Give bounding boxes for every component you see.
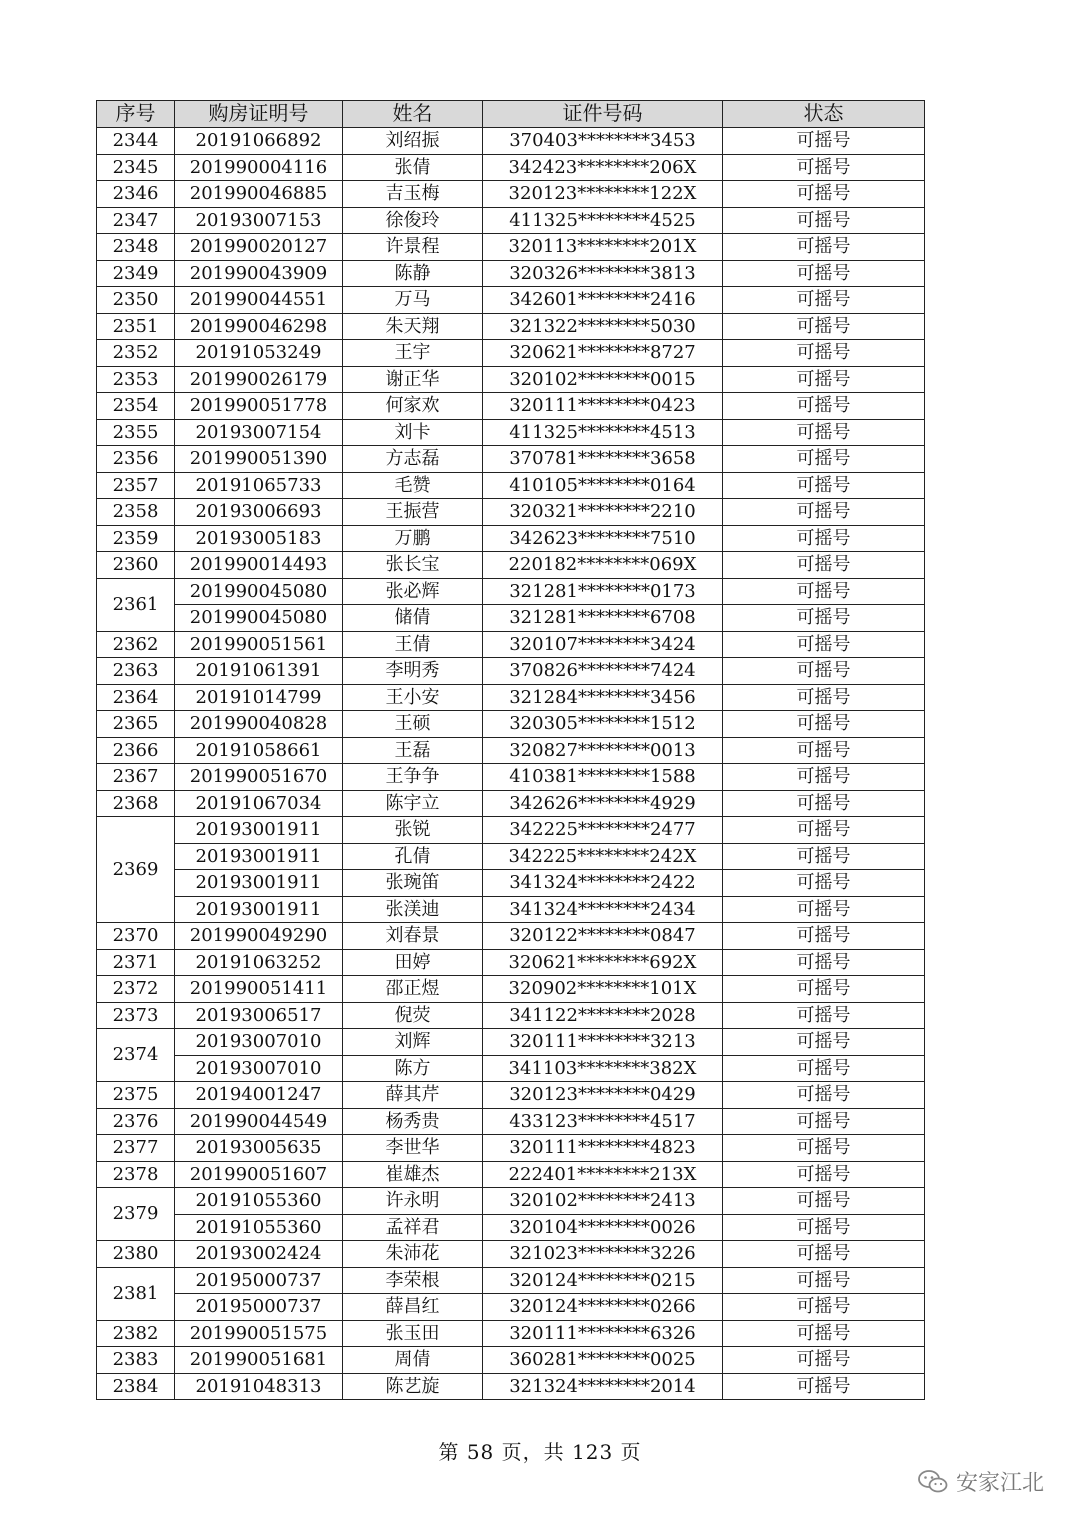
certificate-no-cell: 20193006517 <box>175 1002 343 1029</box>
table-row <box>97 817 925 844</box>
name-cell: 张渼迪 <box>343 896 483 923</box>
certificate-no-cell: 201990043909 <box>175 260 343 287</box>
certificate-no-cell: 20191055360 <box>175 1214 343 1241</box>
seq-cell: 2378 <box>97 1161 175 1188</box>
table-row <box>97 605 925 632</box>
name-cell: 王小安 <box>343 684 483 711</box>
certificate-no-cell: 20193001911 <box>175 896 343 923</box>
name-cell: 刘辉 <box>343 1029 483 1056</box>
certificate-no-cell: 201990051411 <box>175 976 343 1003</box>
table-row <box>97 737 925 764</box>
table-row <box>97 1373 925 1400</box>
table-row <box>97 366 925 393</box>
certificate-no-cell: 201990051561 <box>175 631 343 658</box>
certificate-no-cell: 20193005183 <box>175 525 343 552</box>
seq-cell: 2369 <box>97 817 175 923</box>
certificate-no-cell: 201990049290 <box>175 923 343 950</box>
name-cell: 刘卡 <box>343 419 483 446</box>
seq-cell: 2349 <box>97 260 175 287</box>
name-cell: 何家欢 <box>343 393 483 420</box>
certificate-no-cell: 20191055360 <box>175 1188 343 1215</box>
name-cell: 张琬笛 <box>343 870 483 897</box>
name-cell: 薛其芹 <box>343 1082 483 1109</box>
name-cell: 邵正煜 <box>343 976 483 1003</box>
certificate-no-cell: 201990051778 <box>175 393 343 420</box>
table-row <box>97 1029 925 1056</box>
status-cell: 可摇号 <box>723 446 925 473</box>
table-row <box>97 499 925 526</box>
table-row <box>97 181 925 208</box>
name-cell: 万马 <box>343 287 483 314</box>
id-number-cell: 320123********0429 <box>483 1082 723 1109</box>
seq-cell: 2370 <box>97 923 175 950</box>
certificate-no-cell: 20193001911 <box>175 870 343 897</box>
certificate-no-cell: 201990051607 <box>175 1161 343 1188</box>
header-status: 状态 <box>723 101 925 128</box>
name-cell: 徐俊玲 <box>343 207 483 234</box>
table-row <box>97 1055 925 1082</box>
certificate-no-cell: 201990051670 <box>175 764 343 791</box>
name-cell: 张长宝 <box>343 552 483 579</box>
id-number-cell: 320122********0847 <box>483 923 723 950</box>
seq-cell: 2346 <box>97 181 175 208</box>
seq-cell: 2372 <box>97 976 175 1003</box>
certificate-no-cell: 20191061391 <box>175 658 343 685</box>
table-row <box>97 154 925 181</box>
seq-cell: 2360 <box>97 552 175 579</box>
seq-cell: 2379 <box>97 1188 175 1241</box>
status-cell: 可摇号 <box>723 260 925 287</box>
status-cell: 可摇号 <box>723 419 925 446</box>
id-number-cell: 320104********0026 <box>483 1214 723 1241</box>
name-cell: 毛赞 <box>343 472 483 499</box>
header-id-number: 证件号码 <box>483 101 723 128</box>
status-cell: 可摇号 <box>723 631 925 658</box>
name-cell: 朱天翔 <box>343 313 483 340</box>
name-cell: 陈宇立 <box>343 790 483 817</box>
status-cell: 可摇号 <box>723 896 925 923</box>
seq-cell: 2375 <box>97 1082 175 1109</box>
id-number-cell: 370781********3658 <box>483 446 723 473</box>
name-cell: 储倩 <box>343 605 483 632</box>
table-row <box>97 1241 925 1268</box>
status-cell: 可摇号 <box>723 472 925 499</box>
name-cell: 张必辉 <box>343 578 483 605</box>
seq-cell: 2376 <box>97 1108 175 1135</box>
seq-cell: 2356 <box>97 446 175 473</box>
seq-cell: 2351 <box>97 313 175 340</box>
id-number-cell: 433123********4517 <box>483 1108 723 1135</box>
name-cell: 许永明 <box>343 1188 483 1215</box>
status-cell: 可摇号 <box>723 1188 925 1215</box>
certificate-no-cell: 20191066892 <box>175 128 343 155</box>
status-cell: 可摇号 <box>723 870 925 897</box>
name-cell: 周倩 <box>343 1347 483 1374</box>
id-number-cell: 342225********2477 <box>483 817 723 844</box>
table-row <box>97 1214 925 1241</box>
id-number-cell: 411325********4513 <box>483 419 723 446</box>
brand-watermark <box>918 1466 1044 1497</box>
status-cell: 可摇号 <box>723 1320 925 1347</box>
status-cell: 可摇号 <box>723 923 925 950</box>
certificate-no-cell: 201990026179 <box>175 366 343 393</box>
table-header-row <box>97 101 925 128</box>
table-row <box>97 790 925 817</box>
id-number-cell: 320326********3813 <box>483 260 723 287</box>
certificate-no-cell: 20191058661 <box>175 737 343 764</box>
table-row <box>97 1267 925 1294</box>
table-row <box>97 446 925 473</box>
id-number-cell: 341122********2028 <box>483 1002 723 1029</box>
table-row <box>97 896 925 923</box>
status-cell: 可摇号 <box>723 711 925 738</box>
status-cell: 可摇号 <box>723 764 925 791</box>
id-number-cell: 320621********692X <box>483 949 723 976</box>
seq-cell: 2359 <box>97 525 175 552</box>
seq-cell: 2363 <box>97 658 175 685</box>
name-cell: 张倩 <box>343 154 483 181</box>
id-number-cell: 222401********213X <box>483 1161 723 1188</box>
name-cell: 薛昌红 <box>343 1294 483 1321</box>
name-cell: 孟祥君 <box>343 1214 483 1241</box>
table-row <box>97 764 925 791</box>
table-row <box>97 393 925 420</box>
table-row <box>97 1320 925 1347</box>
status-cell: 可摇号 <box>723 1214 925 1241</box>
table-row <box>97 313 925 340</box>
status-cell: 可摇号 <box>723 1373 925 1400</box>
table-row <box>97 870 925 897</box>
certificate-no-cell: 20194001247 <box>175 1082 343 1109</box>
status-cell: 可摇号 <box>723 1135 925 1162</box>
name-cell: 王宇 <box>343 340 483 367</box>
id-number-cell: 321281********0173 <box>483 578 723 605</box>
status-cell: 可摇号 <box>723 684 925 711</box>
seq-cell: 2381 <box>97 1267 175 1320</box>
certificate-no-cell: 201990051390 <box>175 446 343 473</box>
name-cell: 李世华 <box>343 1135 483 1162</box>
table-row <box>97 684 925 711</box>
status-cell: 可摇号 <box>723 1294 925 1321</box>
table-row <box>97 472 925 499</box>
name-cell: 陈方 <box>343 1055 483 1082</box>
seq-cell: 2355 <box>97 419 175 446</box>
seq-cell: 2382 <box>97 1320 175 1347</box>
id-number-cell: 320111********6326 <box>483 1320 723 1347</box>
id-number-cell: 320124********0266 <box>483 1294 723 1321</box>
id-number-cell: 370403********3453 <box>483 128 723 155</box>
seq-cell: 2347 <box>97 207 175 234</box>
table-row <box>97 1161 925 1188</box>
seq-cell: 2348 <box>97 234 175 261</box>
name-cell: 王争争 <box>343 764 483 791</box>
id-number-cell: 360281********0025 <box>483 1347 723 1374</box>
name-cell: 陈艺旋 <box>343 1373 483 1400</box>
id-number-cell: 342626********4929 <box>483 790 723 817</box>
status-cell: 可摇号 <box>723 234 925 261</box>
status-cell: 可摇号 <box>723 605 925 632</box>
table-row <box>97 287 925 314</box>
lottery-table-sheet <box>96 100 924 1400</box>
table-row <box>97 1002 925 1029</box>
status-cell: 可摇号 <box>723 1082 925 1109</box>
seq-cell: 2371 <box>97 949 175 976</box>
table-row <box>97 260 925 287</box>
name-cell: 陈静 <box>343 260 483 287</box>
seq-cell: 2350 <box>97 287 175 314</box>
name-cell: 刘绍振 <box>343 128 483 155</box>
seq-cell: 2366 <box>97 737 175 764</box>
certificate-no-cell: 201990045080 <box>175 605 343 632</box>
id-number-cell: 341103********382X <box>483 1055 723 1082</box>
id-number-cell: 342623********7510 <box>483 525 723 552</box>
certificate-no-cell: 20191063252 <box>175 949 343 976</box>
seq-cell: 2358 <box>97 499 175 526</box>
name-cell: 王倩 <box>343 631 483 658</box>
seq-cell: 2383 <box>97 1347 175 1374</box>
status-cell: 可摇号 <box>723 578 925 605</box>
certificate-no-cell: 20193005635 <box>175 1135 343 1162</box>
name-cell: 李明秀 <box>343 658 483 685</box>
header-certificate-no: 购房证明号 <box>175 101 343 128</box>
name-cell: 崔雄杰 <box>343 1161 483 1188</box>
id-number-cell: 320113********201X <box>483 234 723 261</box>
seq-cell: 2357 <box>97 472 175 499</box>
name-cell: 方志磊 <box>343 446 483 473</box>
certificate-no-cell: 20191014799 <box>175 684 343 711</box>
name-cell: 王硕 <box>343 711 483 738</box>
seq-cell: 2352 <box>97 340 175 367</box>
certificate-no-cell: 20195000737 <box>175 1294 343 1321</box>
seq-cell: 2368 <box>97 790 175 817</box>
certificate-no-cell: 20193007010 <box>175 1029 343 1056</box>
id-number-cell: 320123********122X <box>483 181 723 208</box>
id-number-cell: 321324********2014 <box>483 1373 723 1400</box>
id-number-cell: 321281********6708 <box>483 605 723 632</box>
wechat-icon <box>918 1469 948 1495</box>
table-row <box>97 658 925 685</box>
name-cell: 倪荧 <box>343 1002 483 1029</box>
status-cell: 可摇号 <box>723 1108 925 1135</box>
name-cell: 李荣根 <box>343 1267 483 1294</box>
table-row <box>97 552 925 579</box>
status-cell: 可摇号 <box>723 128 925 155</box>
id-number-cell: 320107********3424 <box>483 631 723 658</box>
status-cell: 可摇号 <box>723 181 925 208</box>
table-row <box>97 843 925 870</box>
id-number-cell: 411325********4525 <box>483 207 723 234</box>
name-cell: 许景程 <box>343 234 483 261</box>
certificate-no-cell: 201990044551 <box>175 287 343 314</box>
table-body <box>97 128 925 1400</box>
table-row <box>97 1108 925 1135</box>
seq-cell: 2364 <box>97 684 175 711</box>
status-cell: 可摇号 <box>723 499 925 526</box>
id-number-cell: 341324********2434 <box>483 896 723 923</box>
seq-cell: 2345 <box>97 154 175 181</box>
id-number-cell: 320102********2413 <box>483 1188 723 1215</box>
table-row <box>97 1294 925 1321</box>
status-cell: 可摇号 <box>723 790 925 817</box>
id-number-cell: 410381********1588 <box>483 764 723 791</box>
status-cell: 可摇号 <box>723 817 925 844</box>
name-cell: 王振营 <box>343 499 483 526</box>
seq-cell: 2373 <box>97 1002 175 1029</box>
id-number-cell: 341324********2422 <box>483 870 723 897</box>
id-number-cell: 320621********8727 <box>483 340 723 367</box>
certificate-no-cell: 20195000737 <box>175 1267 343 1294</box>
table-row <box>97 1347 925 1374</box>
status-cell: 可摇号 <box>723 1029 925 1056</box>
status-cell: 可摇号 <box>723 366 925 393</box>
certificate-no-cell: 201990051681 <box>175 1347 343 1374</box>
table-row <box>97 1135 925 1162</box>
certificate-no-cell: 201990046298 <box>175 313 343 340</box>
id-number-cell: 320827********0013 <box>483 737 723 764</box>
table-row <box>97 949 925 976</box>
status-cell: 可摇号 <box>723 154 925 181</box>
id-number-cell: 220182********069X <box>483 552 723 579</box>
certificate-no-cell: 20191067034 <box>175 790 343 817</box>
certificate-no-cell: 20193002424 <box>175 1241 343 1268</box>
certificate-no-cell: 201990040828 <box>175 711 343 738</box>
status-cell: 可摇号 <box>723 658 925 685</box>
id-number-cell: 320305********1512 <box>483 711 723 738</box>
name-cell: 谢正华 <box>343 366 483 393</box>
name-cell: 张锐 <box>343 817 483 844</box>
seq-cell: 2377 <box>97 1135 175 1162</box>
certificate-no-cell: 20191065733 <box>175 472 343 499</box>
table-row <box>97 578 925 605</box>
status-cell: 可摇号 <box>723 1002 925 1029</box>
name-cell: 万鹏 <box>343 525 483 552</box>
certificate-no-cell: 20191048313 <box>175 1373 343 1400</box>
table-row <box>97 711 925 738</box>
id-number-cell: 320321********2210 <box>483 499 723 526</box>
id-number-cell: 321023********3226 <box>483 1241 723 1268</box>
status-cell: 可摇号 <box>723 340 925 367</box>
id-number-cell: 321322********5030 <box>483 313 723 340</box>
table-row <box>97 1188 925 1215</box>
table-row <box>97 419 925 446</box>
status-cell: 可摇号 <box>723 287 925 314</box>
status-cell: 可摇号 <box>723 976 925 1003</box>
certificate-no-cell: 20193007154 <box>175 419 343 446</box>
seq-cell: 2362 <box>97 631 175 658</box>
status-cell: 可摇号 <box>723 552 925 579</box>
certificate-no-cell: 20193007010 <box>175 1055 343 1082</box>
certificate-no-cell: 201990046885 <box>175 181 343 208</box>
seq-cell: 2374 <box>97 1029 175 1082</box>
lottery-table <box>96 100 925 1400</box>
seq-cell: 2380 <box>97 1241 175 1268</box>
name-cell: 刘春景 <box>343 923 483 950</box>
certificate-no-cell: 201990051575 <box>175 1320 343 1347</box>
brand-name: 安家江北 <box>955 1471 1044 1496</box>
seq-cell: 2365 <box>97 711 175 738</box>
status-cell: 可摇号 <box>723 525 925 552</box>
table-row <box>97 525 925 552</box>
header-name: 姓名 <box>343 101 483 128</box>
certificate-no-cell: 201990044549 <box>175 1108 343 1135</box>
id-number-cell: 321284********3456 <box>483 684 723 711</box>
certificate-no-cell: 20191053249 <box>175 340 343 367</box>
status-cell: 可摇号 <box>723 843 925 870</box>
table-row <box>97 923 925 950</box>
table-row <box>97 631 925 658</box>
id-number-cell: 320102********0015 <box>483 366 723 393</box>
table-row <box>97 234 925 261</box>
seq-cell: 2353 <box>97 366 175 393</box>
id-number-cell: 342601********2416 <box>483 287 723 314</box>
id-number-cell: 320902********101X <box>483 976 723 1003</box>
status-cell: 可摇号 <box>723 313 925 340</box>
id-number-cell: 342225********242X <box>483 843 723 870</box>
id-number-cell: 320111********0423 <box>483 393 723 420</box>
id-number-cell: 320111********3213 <box>483 1029 723 1056</box>
id-number-cell: 320111********4823 <box>483 1135 723 1162</box>
table-row <box>97 1082 925 1109</box>
certificate-no-cell: 201990020127 <box>175 234 343 261</box>
seq-cell: 2384 <box>97 1373 175 1400</box>
certificate-no-cell: 20193006693 <box>175 499 343 526</box>
id-number-cell: 320124********0215 <box>483 1267 723 1294</box>
id-number-cell: 410105********0164 <box>483 472 723 499</box>
name-cell: 田婷 <box>343 949 483 976</box>
certificate-no-cell: 201990045080 <box>175 578 343 605</box>
status-cell: 可摇号 <box>723 1241 925 1268</box>
page-number: 第 58 页，共 123 页 <box>438 1440 642 1464</box>
table-row <box>97 207 925 234</box>
seq-cell: 2361 <box>97 578 175 631</box>
seq-cell: 2354 <box>97 393 175 420</box>
status-cell: 可摇号 <box>723 1347 925 1374</box>
status-cell: 可摇号 <box>723 1055 925 1082</box>
table-row <box>97 340 925 367</box>
seq-cell: 2344 <box>97 128 175 155</box>
id-number-cell: 370826********7424 <box>483 658 723 685</box>
certificate-no-cell: 20193001911 <box>175 817 343 844</box>
name-cell: 朱沛花 <box>343 1241 483 1268</box>
certificate-no-cell: 20193007153 <box>175 207 343 234</box>
name-cell: 杨秀贵 <box>343 1108 483 1135</box>
status-cell: 可摇号 <box>723 393 925 420</box>
header-seq: 序号 <box>97 101 175 128</box>
status-cell: 可摇号 <box>723 1161 925 1188</box>
seq-cell: 2367 <box>97 764 175 791</box>
certificate-no-cell: 20193001911 <box>175 843 343 870</box>
table-row <box>97 976 925 1003</box>
name-cell: 张玉田 <box>343 1320 483 1347</box>
certificate-no-cell: 201990014493 <box>175 552 343 579</box>
id-number-cell: 342423********206X <box>483 154 723 181</box>
name-cell: 孔倩 <box>343 843 483 870</box>
name-cell: 吉玉梅 <box>343 181 483 208</box>
table-row <box>97 128 925 155</box>
status-cell: 可摇号 <box>723 1267 925 1294</box>
name-cell: 王磊 <box>343 737 483 764</box>
certificate-no-cell: 201990004116 <box>175 154 343 181</box>
status-cell: 可摇号 <box>723 737 925 764</box>
status-cell: 可摇号 <box>723 949 925 976</box>
status-cell: 可摇号 <box>723 207 925 234</box>
